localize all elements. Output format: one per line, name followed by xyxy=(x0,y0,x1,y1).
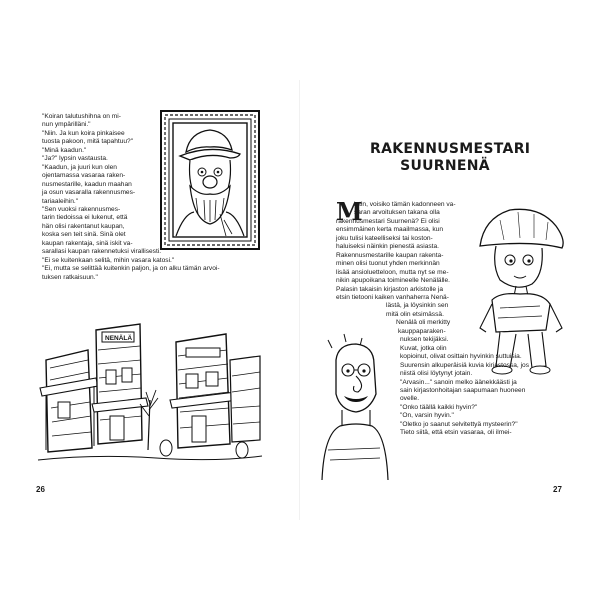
text-line: haluiseksi näinkin pienestä asiasta. xyxy=(336,243,439,251)
text-line: Kuvat, jotka olin xyxy=(400,344,447,352)
text-line: "Sen vuoksi rakennusmes- xyxy=(42,205,121,213)
text-line: "Onko täällä kaikki hyvin?" xyxy=(400,403,478,411)
text-line: "Ei, mutta se selittää kuitenkin paljon, ja on alku tämän arvoi- xyxy=(42,265,220,273)
text-line: Tieto siitä, että etsin vasaraa, oli ilmei- xyxy=(400,429,512,437)
text-line: "Niin. Ja kun koira pinkaisee xyxy=(42,129,125,137)
text-line: "Ja?" lypsin vastausta. xyxy=(42,155,108,163)
text-line: Suurensin alkuperäisiä kuvia kirjastossa, jos xyxy=(400,361,530,369)
text-line: Palasin takaisin kirjaston arkistolle ja xyxy=(336,285,444,293)
text-line: lisää ansioluetteloon, mutta nyt se me- xyxy=(336,268,449,276)
text-line: lästä, ja löysinkin sen xyxy=(386,302,449,310)
text-line: kaupan rakentaja, sinä iskit va- xyxy=(42,239,133,247)
text-line: tuksen ratkaisuun." xyxy=(42,273,98,281)
page-number: 27 xyxy=(553,485,562,494)
text-line: koska sen teit sinä. Sinä olet xyxy=(42,231,126,239)
text-line: ietin, voisiko tämän kadonneen va- xyxy=(354,201,456,208)
text-line: nuksen tekijäksi. xyxy=(400,336,449,344)
text-line: sarallasi kaupan rakennetuksi virallisesti." xyxy=(42,248,164,256)
text-line: "On, varsin hyvin." xyxy=(400,412,454,420)
chapter-title xyxy=(370,141,531,175)
text-line: tariaaleihin." xyxy=(42,197,79,205)
text-line: sain kirjastonhoitajan saapumaan huoneen xyxy=(400,386,526,394)
text-line: tuosta pakoon, mitä tapahtuu?" xyxy=(42,138,134,146)
text-line: nun ympärilläni." xyxy=(42,121,91,129)
text-line: "Ei se kuitenkaan selitä, mihin vasara katosi." xyxy=(42,256,175,264)
chapter-title-line: SUURNENÄ xyxy=(400,158,490,174)
text-line: "Kaadun, ja juuri kun olen xyxy=(42,163,117,171)
right-page-text xyxy=(336,197,576,438)
text-line: ovelle. xyxy=(400,395,420,403)
text-line: nusmestarille, kaadun maahan xyxy=(42,180,132,188)
text-line: etsin tietooni kaiken vanhaherra Nenä- xyxy=(336,293,449,301)
left-page-text xyxy=(42,113,282,282)
text-line: nikin apupoikana toimineelle Nenälälle. xyxy=(336,277,450,285)
text-line: niistä olisi löytynyt jotain. xyxy=(400,370,473,378)
text-line: saran arvoituksen takana olla xyxy=(354,209,440,217)
text-line: hän olisi rakentanut kaupan, xyxy=(42,222,125,230)
text-line: kopioinut, olivat osittain hyvinkin suttuisia. xyxy=(400,353,522,361)
text-line: ensimmäinen kerta maailmassa, kun xyxy=(336,226,444,234)
text-line: "Arvasin..." sanoin melko äänekkäästi ja xyxy=(400,378,517,386)
page-number: 26 xyxy=(36,485,45,494)
text-line: ojentamassa vasaraa raken- xyxy=(42,172,126,180)
text-line: Nenälä oli merkitty xyxy=(396,319,451,327)
chapter-title-line: RAKENNUSMESTARI xyxy=(370,141,531,157)
text-line: rakennusmestari Suurnenä? Ei olisi xyxy=(336,217,440,225)
text-line: ja osun vasaralla rakennusmes- xyxy=(42,189,136,197)
text-line: joku tulisi kateelliseksi tai koston- xyxy=(336,234,433,242)
text-line: "Minä kaadun." xyxy=(42,146,87,154)
town-sign-text: NENÄLÄ xyxy=(105,335,133,342)
text-line: "Oletko jo saanut selvitettyä mysteerin?" xyxy=(400,420,518,428)
text-line: minen olisi tuonut yhden merkinnän xyxy=(336,260,440,268)
wild-west-town-illustration xyxy=(36,320,264,470)
text-line: tarin tiedoissa ei lukenut, että xyxy=(42,214,128,222)
text-line: "Koiran talutushihna on mi- xyxy=(42,113,121,120)
text-line: kauppaparaken- xyxy=(398,327,446,335)
text-line: mitä olin etsimässä. xyxy=(386,310,444,318)
text-line: Rakennusmestarille kaupan rakenta- xyxy=(336,251,444,259)
drop-cap: M xyxy=(336,197,363,226)
